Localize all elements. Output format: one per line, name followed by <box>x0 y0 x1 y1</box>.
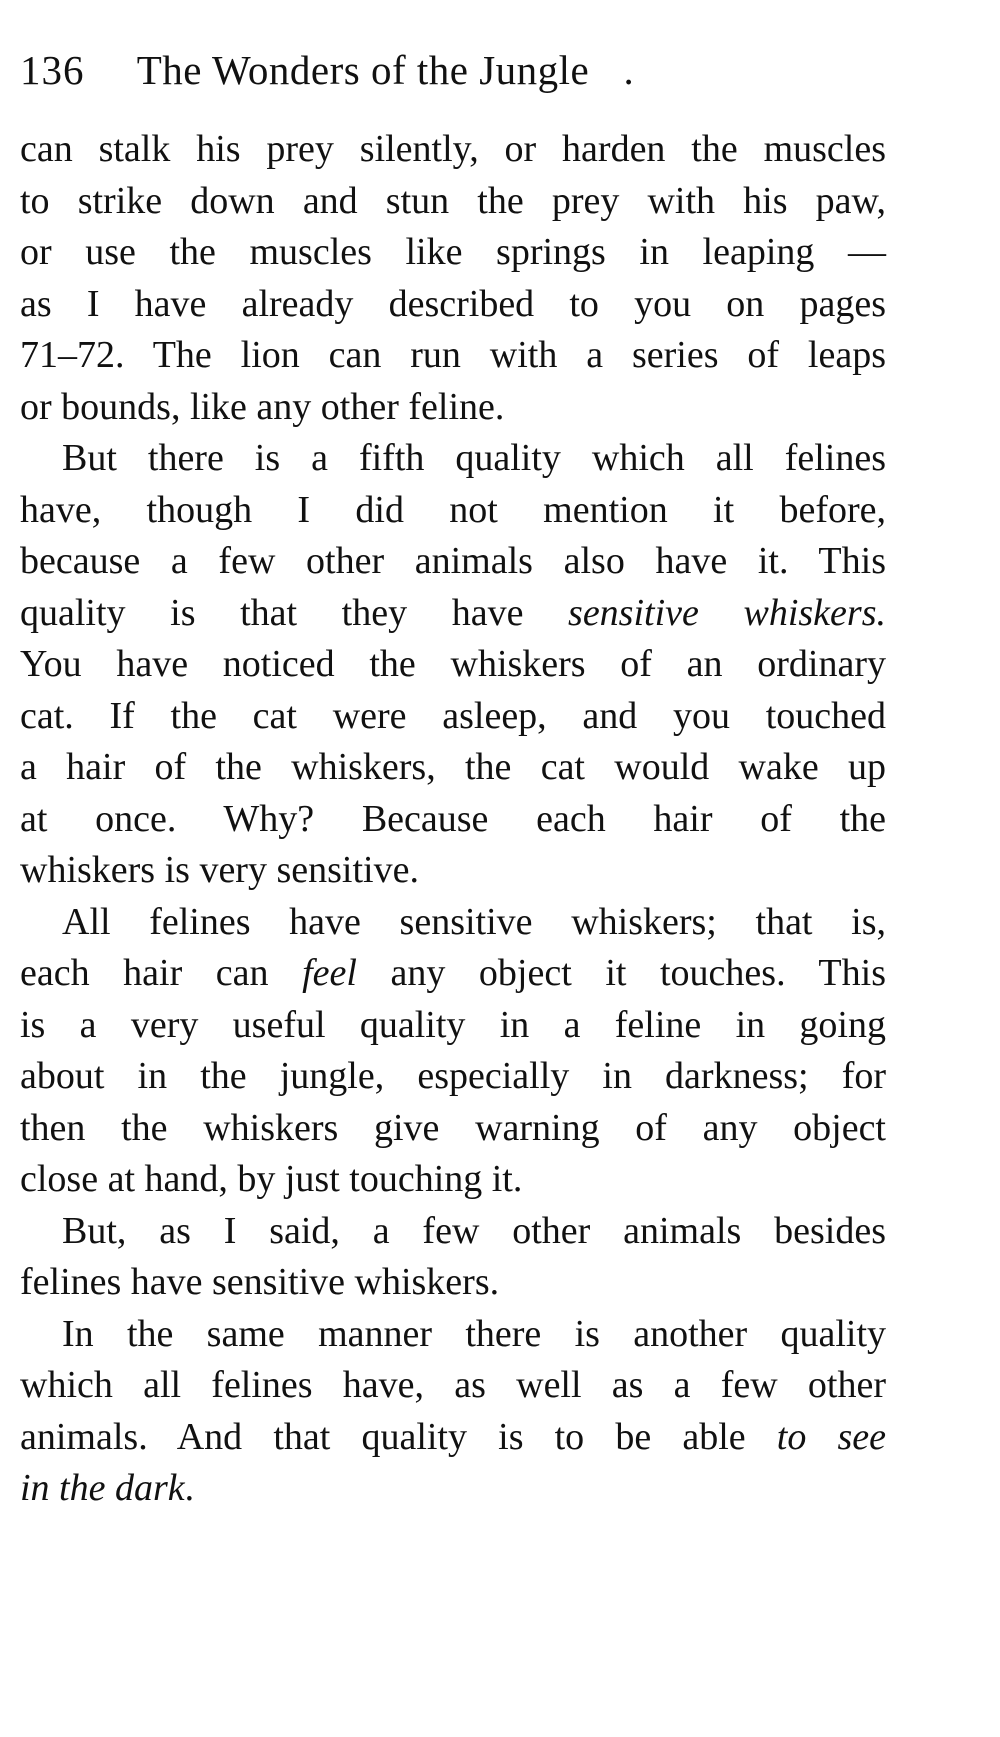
text-line: But there is a fifth quality which all felines <box>62 437 886 479</box>
text-segment: any object it touches. This <box>356 952 886 994</box>
italic-word: feel <box>302 952 357 994</box>
text-line: close at hand, by just touching it. <box>20 1158 523 1200</box>
text-line: or use the muscles like springs in leaping — <box>20 231 886 273</box>
text-line: felines have sensitive whiskers. <box>20 1261 500 1303</box>
text-line: But, as I said, a few other animals besides <box>62 1209 886 1252</box>
text-line: All felines have sensitive whiskers; that is, <box>62 900 886 943</box>
paragraph-3 <box>20 897 886 1206</box>
text-line: about in the jungle, especially in darkness; for <box>20 1055 886 1097</box>
running-head <box>20 40 888 100</box>
text-line <box>20 1412 886 1464</box>
text-line <box>20 948 886 1000</box>
text-segment: animals. And that quality is to be able <box>20 1415 777 1458</box>
text-line: because a few other animals also have it. This <box>20 540 886 582</box>
paragraph-5 <box>20 1309 886 1515</box>
text-line: have, though I did not mention it before, <box>20 488 886 531</box>
text-line: is a very useful quality in a feline in going <box>20 1003 886 1046</box>
text-line: In the same manner there is another quality <box>62 1312 886 1355</box>
text-line: can stalk his prey silently, or harden the muscles <box>20 128 886 170</box>
trailing-mark: . <box>623 47 634 93</box>
paragraph-2 <box>20 433 886 897</box>
text-line: at once. Why? Because each hair of the <box>20 797 886 840</box>
text-segment: quality is that they have <box>20 591 569 634</box>
italic-phrase: sensitive whiskers. <box>568 591 886 634</box>
text-line: cat. If the cat were asleep, and you touched <box>20 694 886 737</box>
italic-phrase: to see <box>776 1415 887 1458</box>
text-line <box>20 1463 886 1515</box>
text-segment: . <box>184 1467 195 1509</box>
text-line: which all felines have, as well as a few other <box>20 1364 886 1406</box>
running-title: The Wonders of the Jungle <box>136 47 590 93</box>
paragraph-4 <box>20 1206 886 1309</box>
text-line: whiskers is very sensitive. <box>20 849 419 891</box>
paragraph-1 <box>20 124 886 433</box>
body-text <box>20 124 886 1515</box>
text-line: You have noticed the whiskers of an ordinary <box>20 643 886 685</box>
text-line: as I have already described to you on pages <box>20 282 886 325</box>
text-line: to strike down and stun the prey with his paw, <box>20 179 886 222</box>
text-line: a hair of the whiskers, the cat would wake up <box>20 746 886 788</box>
italic-phrase: in the dark <box>20 1467 185 1509</box>
text-line: then the whiskers give warning of any object <box>20 1106 886 1149</box>
text-line: or bounds, like any other feline. <box>20 385 505 428</box>
text-line <box>20 588 886 640</box>
text-line: 71–72. The lion can run with a series of leaps <box>20 334 886 376</box>
page-number: 136 <box>20 47 85 93</box>
text-segment: each hair can <box>20 952 303 994</box>
